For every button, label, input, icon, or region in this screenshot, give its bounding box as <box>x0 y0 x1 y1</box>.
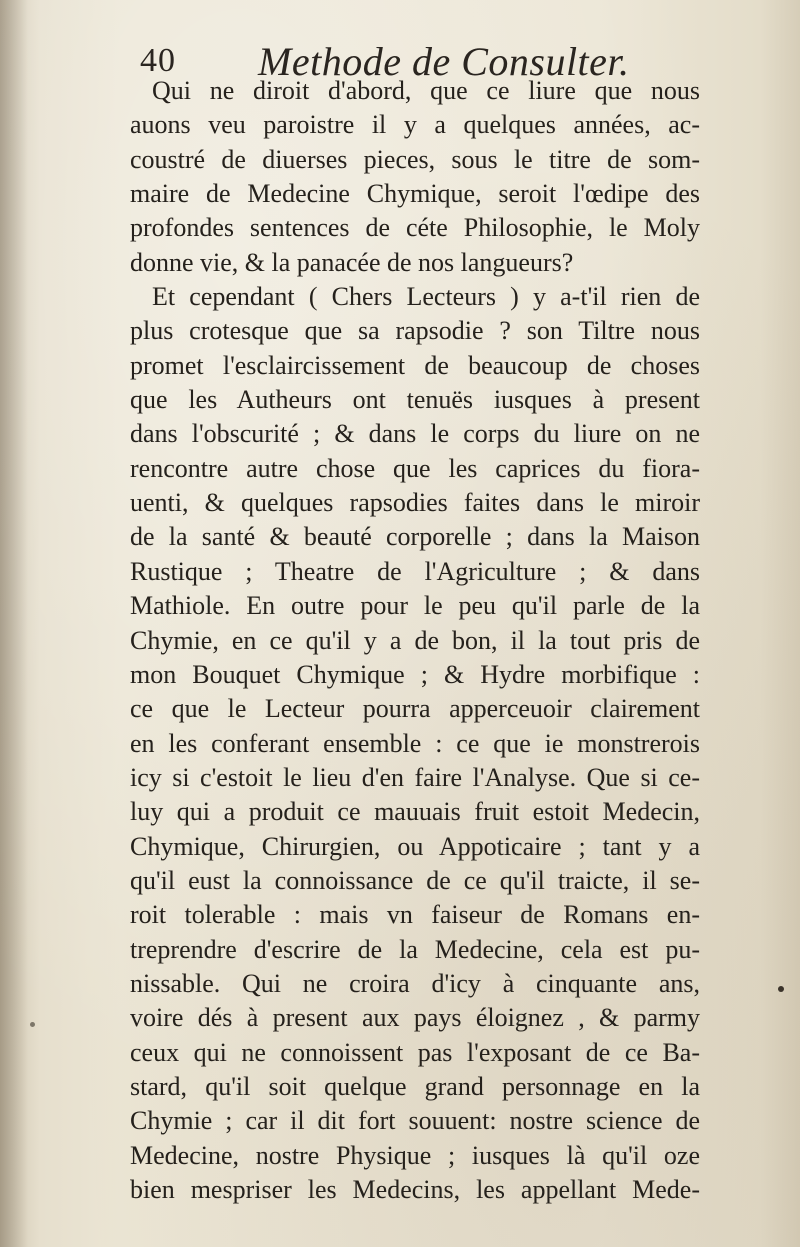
text-line: que les Autheurs ont tenuës iusques à present <box>130 385 700 415</box>
text-line: coustré de diuerses pieces, sous le titre de som- <box>130 144 700 174</box>
text-line: ceux qui ne connoissent pas l'exposant de ce Ba- <box>130 1037 700 1067</box>
text-line: de la santé & beauté corporelle ; dans la Maison <box>130 522 700 552</box>
text-line: treprendre d'escrire de la Medecine, cela est pu- <box>130 934 700 964</box>
text-line: Chymique, Chirurgien, ou Appoticaire ; tant y a <box>130 831 700 861</box>
gutter-shadow <box>0 0 28 1247</box>
page-number: 40 <box>140 42 176 79</box>
text-line: icy si c'estoit le lieu d'en faire l'Analyse. Que si ce- <box>130 762 700 792</box>
text-line: ce que le Lecteur pourra apperceuoir clairement <box>130 694 700 724</box>
text-line: nissable. Qui ne croira d'icy à cinquante ans, <box>130 968 700 998</box>
text-line: Qui ne diroit d'abord, que ce liure que nous <box>152 76 700 105</box>
text-line: en les conferant ensemble : ce que ie monstrerois <box>130 728 700 758</box>
text-line: Chymie, en ce qu'il y a de bon, il la tout pris de <box>130 625 700 655</box>
text-line: qu'il eust la connoissance de ce qu'il traicte, il se- <box>130 865 700 895</box>
text-line: bien mespriser les Medecins, les appellant Mede- <box>130 1175 700 1204</box>
text-line: roit tolerable : mais vn faiseur de Romans en- <box>130 900 700 930</box>
text-line: Mathiole. En outre pour le peu qu'il parle de la <box>130 591 700 621</box>
text-line: promet l'esclaircissement de beaucoup de choses <box>130 350 700 380</box>
text-line: stard, qu'il soit quelque grand personnage en la <box>130 1071 700 1101</box>
ink-speck <box>30 1022 35 1027</box>
text-line: Chymie ; car il dit fort souuent: nostre science de <box>130 1106 700 1136</box>
text-line: Medecine, nostre Physique ; iusques là qu'il oze <box>130 1140 700 1170</box>
text-line: maire de Medecine Chymique, seroit l'œdipe des <box>130 179 700 209</box>
text-line: profondes sentences de céte Philosophie, le Moly <box>130 213 700 243</box>
running-title: Methode de Consulter. <box>258 39 630 84</box>
body-text <box>130 74 700 1207</box>
text-line: Et cependant ( Chers Lecteurs ) y a-t'il rien de <box>152 282 700 312</box>
text-line: uenti, & quelques rapsodies faites dans le miroir <box>130 488 700 518</box>
text-line: voire dés à present aux pays éloignez , & parmy <box>130 1003 700 1033</box>
text-line: auons veu paroistre il y a quelques années, ac- <box>130 110 700 140</box>
text-line: luy qui a produit ce mauuais fruit estoit Medecin, <box>130 797 700 827</box>
text-line: donne vie, & la panacée de nos langueurs? <box>130 247 574 277</box>
text-line: Rustique ; Theatre de l'Agriculture ; & dans <box>130 556 700 586</box>
text-line: plus crotesque que sa rapsodie ? son Tiltre nous <box>130 316 700 346</box>
text-line: rencontre autre chose que les caprices du fiora- <box>130 453 700 483</box>
text-line: dans l'obscurité ; & dans le corps du liure on ne <box>130 419 700 449</box>
text-line: mon Bouquet Chymique ; & Hydre morbifique : <box>130 659 700 689</box>
ink-speck <box>778 986 784 992</box>
